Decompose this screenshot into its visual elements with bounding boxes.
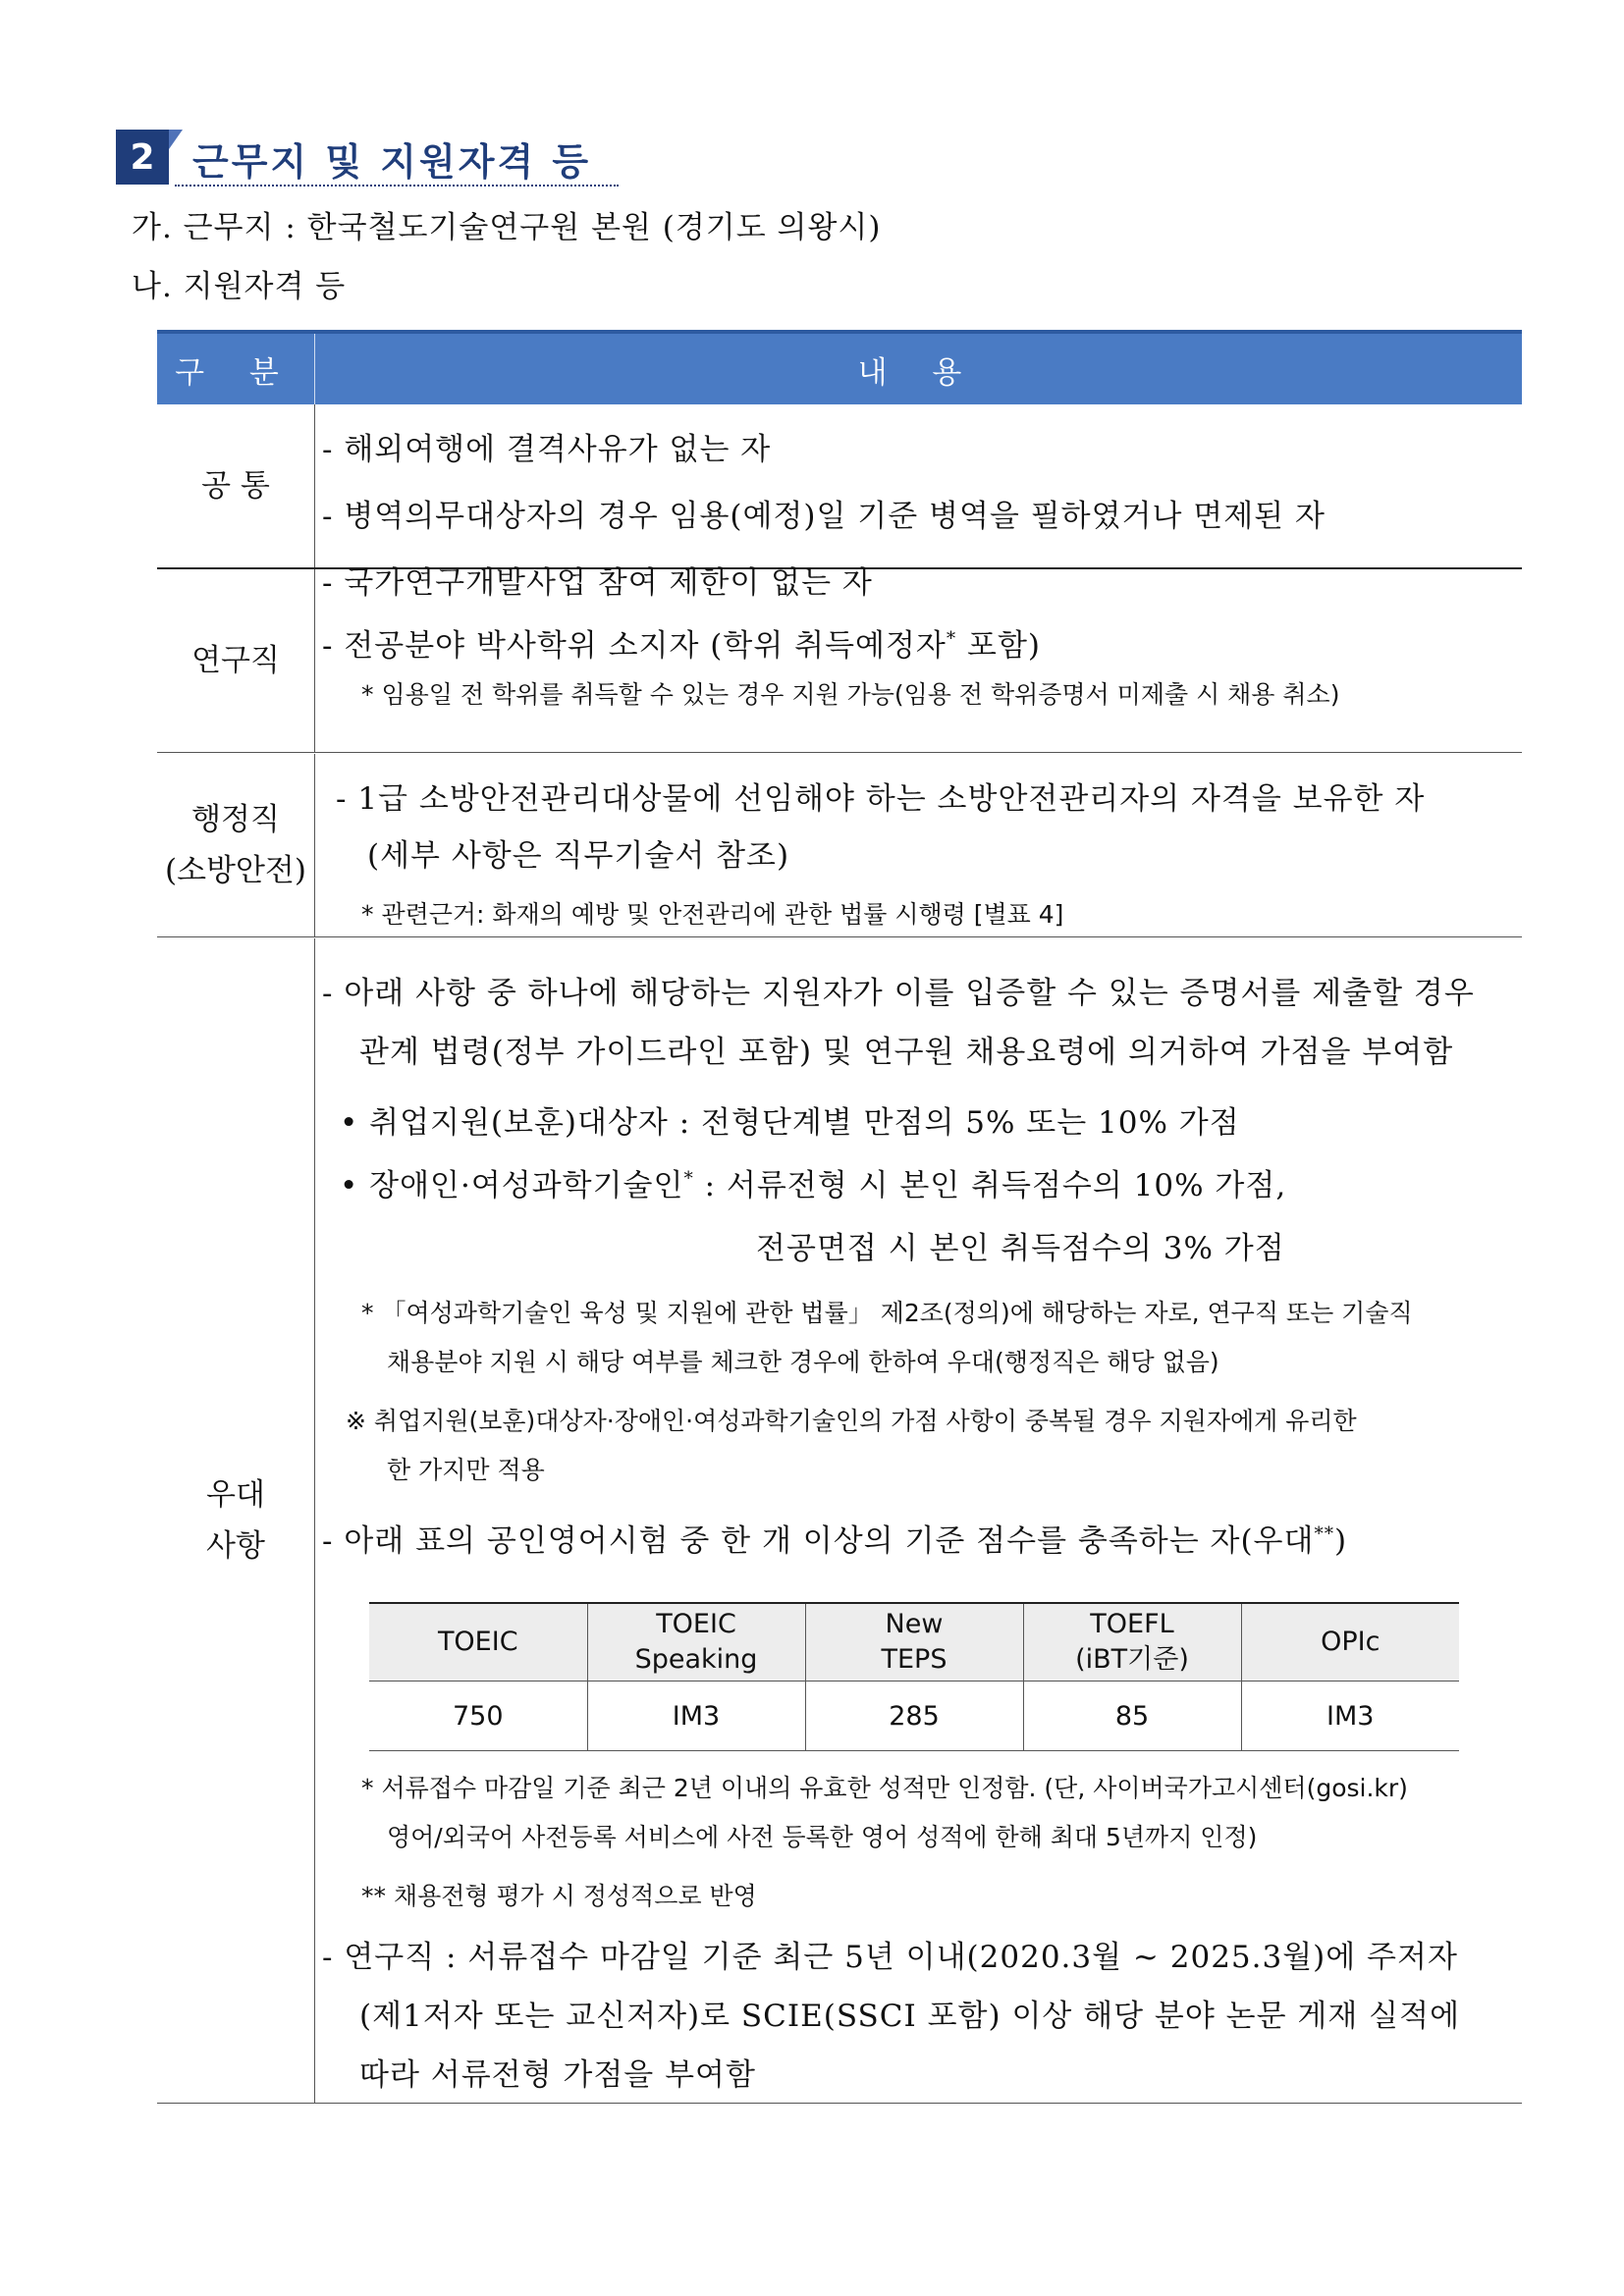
score-value-row (369, 1682, 1459, 1751)
section-underline (175, 185, 619, 187)
toeic-speaking-label-2: Speaking (634, 1644, 758, 1675)
english-end: ) (1334, 1523, 1348, 1559)
score-header-opic (1241, 1603, 1459, 1682)
new-teps-label-1: New (885, 1609, 944, 1639)
preference-note-1a: * 「여성과학기술인 육성 및 지원에 관한 법률」 제2조(정의)에 해당하는 자로, 연구직 또는 기술직 (361, 1299, 1413, 1327)
toefl-label-1: TOEFL (1090, 1609, 1174, 1639)
english-score-table (369, 1602, 1459, 1751)
preference-english (322, 1516, 1347, 1560)
new-teps-label-2: TEPS (881, 1644, 947, 1675)
category-research-label: 연구직 (191, 643, 280, 678)
bullet-2-main: • 장애인·여성과학기술인 (340, 1168, 684, 1203)
research-line-text: - 전공분야 박사학위 소지자 (학위 취득예정자 (322, 628, 947, 664)
bullet-2-footnote-mark: * (683, 1168, 694, 1190)
category-admin (157, 754, 315, 936)
common-line-3: - 국가연구개발사업 참여 제한이 없는 자 (322, 565, 873, 601)
row-preference (157, 938, 1522, 2104)
preference-note-2b: 한 가지만 적용 (387, 1456, 545, 1484)
row-admin (157, 754, 1522, 937)
qualification-line: 나. 지원자격 등 (132, 269, 347, 304)
common-line-2: - 병역의무대상자의 경우 임용(예정)일 기준 병역을 필하였거나 면제된 자 (322, 499, 1326, 534)
preference-note-4: ** 채용전형 평가 시 정성적으로 반영 (361, 1882, 757, 1910)
admin-note: * 관련근거: 화재의 예방 및 안전관리에 관한 법률 시행령 [별표 4] (361, 900, 1064, 929)
toeic-speaking-label-1: TOEIC (656, 1609, 736, 1639)
bullet-2-rest: : 서류전형 시 본인 취득점수의 10% 가점, (693, 1168, 1287, 1203)
research-line (322, 620, 1041, 665)
category-common-label: 공 통 (201, 468, 270, 504)
category-preference (157, 938, 315, 2103)
score-toefl: 85 (1023, 1682, 1241, 1751)
score-header-toeic (369, 1603, 587, 1682)
section-tab-decoration (169, 130, 183, 149)
table-header (157, 330, 1522, 404)
category-admin-label-2: (소방안전) (165, 853, 306, 888)
score-new-teps: 285 (805, 1682, 1023, 1751)
preference-intro-2: 관계 법령(정부 가이드라인 포함) 및 연구원 채용요령에 의거하여 가점을 부여함 (359, 1035, 1454, 1070)
opic-label: OPIc (1321, 1627, 1380, 1657)
category-preference-label-1: 우대 (206, 1477, 265, 1513)
admin-line-2: (세부 사항은 직무기술서 참조) (367, 838, 790, 874)
score-header-row (369, 1603, 1459, 1682)
score-header-toeic-speaking (587, 1603, 805, 1682)
preference-research-2: (제1저자 또는 교신저자)로 SCIE(SSCI 포함) 이상 해당 분야 논문 게재 실적에 (359, 1999, 1461, 2034)
preference-note-2a: ※ 취업지원(보훈)대상자·장애인·여성과학기술인의 가점 사항이 중복될 경우 지원자에게 유리한 (346, 1407, 1357, 1435)
category-research (157, 569, 315, 752)
section-heading (116, 130, 619, 187)
english-main: - 아래 표의 공인영어시험 중 한 개 이상의 기준 점수를 충족하는 자(우대 (322, 1523, 1315, 1559)
row-research (157, 569, 1522, 753)
preference-research-1: - 연구직 : 서류접수 마감일 기준 최근 5년 이내(2020.3월 ~ 2025.3월)에 주저자 (322, 1940, 1458, 1975)
row-common (157, 404, 1522, 601)
section-title: 근무지 및 지원자격 등 (192, 140, 592, 184)
category-common (157, 404, 315, 567)
header-content: 내 용 (857, 354, 980, 391)
score-header-new-teps (805, 1603, 1023, 1682)
common-line-1: - 해외여행에 결격사유가 없는 자 (322, 432, 772, 467)
workplace-line: 가. 근무지 : 한국철도기술연구원 본원 (경기도 의왕시) (132, 210, 882, 245)
preference-bullet-2 (340, 1160, 1286, 1204)
header-category: 구 분 (175, 354, 297, 391)
section-number: 2 (116, 130, 169, 185)
research-footnote-mark: * (946, 628, 957, 650)
score-header-toefl (1023, 1603, 1241, 1682)
toefl-label-2: (iBT기준) (1075, 1644, 1189, 1675)
category-preference-label-2: 사항 (206, 1528, 265, 1564)
preference-note-3a: * 서류접수 마감일 기준 최근 2년 이내의 유효한 성적만 인정함. (단, 사이버국가고시센터(gosi.kr) (361, 1774, 1408, 1802)
preference-intro-1: - 아래 사항 중 하나에 해당하는 지원자가 이를 입증할 수 있는 증명서를 제출할 경우 (322, 976, 1475, 1011)
category-admin-label-1: 행정직 (191, 802, 280, 837)
research-line-end: 포함) (956, 628, 1042, 664)
preference-research-3: 따라 서류전형 가점을 부여함 (359, 2057, 756, 2093)
english-footnote-mark: ** (1314, 1523, 1335, 1545)
score-opic: IM3 (1241, 1682, 1459, 1751)
score-toeic-speaking: IM3 (587, 1682, 805, 1751)
preference-bullet-2-cont: 전공면접 시 본인 취득점수의 3% 가점 (756, 1231, 1285, 1266)
research-note: * 임용일 전 학위를 취득할 수 있는 경우 지원 가능(임용 전 학위증명서 미제출 시 채용 취소) (361, 680, 1340, 709)
toeic-label: TOEIC (437, 1627, 518, 1657)
preference-bullet-1: • 취업지원(보훈)대상자 : 전형단계별 만점의 5% 또는 10% 가점 (340, 1105, 1240, 1141)
preference-note-1b: 채용분야 지원 시 해당 여부를 체크한 경우에 한하여 우대(행정직은 해당 없음) (387, 1348, 1219, 1376)
score-toeic: 750 (369, 1682, 587, 1751)
qualification-table (157, 330, 1522, 2093)
admin-line-1: - 1급 소방안전관리대상물에 선임해야 하는 소방안전관리자의 자격을 보유한 자 (336, 781, 1426, 817)
preference-note-3b: 영어/외국어 사전등록 서비스에 사전 등록한 영어 성적에 한해 최대 5년까지 인정) (387, 1823, 1258, 1851)
